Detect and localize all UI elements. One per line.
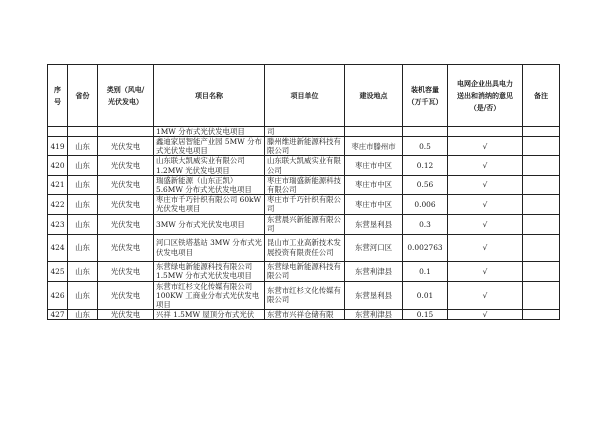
cell-seq: 424 [48,234,68,261]
cell-empty [523,127,560,137]
cell-province: 山东 [68,261,98,281]
cell-opinion: √ [448,234,523,261]
cell-project-unit: 枣庄市千巧针织有限公司 [265,195,345,214]
cell-location: 东营垦利县 [345,214,403,234]
table-row [48,137,560,156]
cell-project-unit: 山东联大凯威实业有限公司 [265,156,345,175]
cell-seq: 422 [48,195,68,214]
cell-project-name: 山东联大凯威实业有限公司 1.2MW 光伏发电项目 [154,156,265,175]
cell-province: 山东 [68,214,98,234]
cell-category: 光伏发电 [98,214,154,234]
header-capacity: 装机容量 （万千瓦） [403,65,448,127]
cell-opinion: √ [448,214,523,234]
cell-remark [523,234,560,261]
table-row [48,261,560,281]
cell-category: 光伏发电 [98,281,154,310]
cell-location: 枣庄市滕州市 [345,137,403,156]
cell-seq: 426 [48,281,68,310]
cell-opinion: √ [448,137,523,156]
cell-seq: 427 [48,310,68,320]
cell-project-unit: 昆山市工业高新技术发展投资有限责任公司 [265,234,345,261]
cell-capacity: 0.15 [403,310,448,320]
cell-remark [523,156,560,175]
cell-project-name: 兴祥 1.5MW 屋顶分布式光伏 [154,310,265,320]
cell-project-unit: 滕州维进新能源科技有限公司 [265,137,345,156]
cell-category: 光伏发电 [98,234,154,261]
cell-category: 光伏发电 [98,175,154,194]
cell-project-unit: 司 [265,127,345,137]
cell-location: 东营利津县 [345,261,403,281]
cell-remark [523,281,560,310]
cell-capacity: 0.1 [403,261,448,281]
cell-project-name: 东营绿电新能源科技有限公司 1.5MW 分布式光伏发电项目 [154,261,265,281]
cell-project-name: 瑞盛新能源（山东正凯）5.6MW 分布式光伏发电项目 [154,175,265,194]
cell-capacity: 0.56 [403,175,448,194]
cell-seq: 419 [48,137,68,156]
header-project-name: 项目名称 [154,65,265,127]
cell-province: 山东 [68,281,98,310]
cell-seq: 423 [48,214,68,234]
cell-location: 枣庄市中区 [345,195,403,214]
cell-remark [523,310,560,320]
cell-project-name: 鑫迪家居智能产业园 5MW 分布式光伏发电项目 [154,137,265,156]
cell-project-name: 东营市红杉文化传媒有限公司 100KW 工商业分布式光伏发电项目 [154,281,265,310]
cell-project-name: 河口区铁塔基站 3MW 分布式光伏发电项目 [154,234,265,261]
cell-project-name: 枣庄市千巧针织有限公司 60kW 光伏发电项目 [154,195,265,214]
cell-opinion: √ [448,175,523,194]
cell-capacity: 0.006 [403,195,448,214]
table-row [48,310,560,320]
cell-empty [448,127,523,137]
cell-remark [523,261,560,281]
cell-capacity: 0.3 [403,214,448,234]
cell-empty [403,127,448,137]
cell-seq: 421 [48,175,68,194]
cell-province: 山东 [68,310,98,320]
cell-category: 光伏发电 [98,137,154,156]
cell-project-unit: 东营绿电新能源科技有限公司 [265,261,345,281]
cell-province: 山东 [68,175,98,194]
header-location: 建设地点 [345,65,403,127]
header-seq: 序 号 [48,65,68,127]
cell-location: 枣庄市中区 [345,156,403,175]
table-row [48,281,560,310]
cell-empty [345,127,403,137]
cell-opinion: √ [448,195,523,214]
cell-project-unit: 枣庄市瑞盛新能源科技有限公司 [265,175,345,194]
table-row [48,214,560,234]
cell-remark [523,175,560,194]
continuation-row [48,127,560,137]
cell-capacity: 0.01 [403,281,448,310]
cell-capacity: 0.12 [403,156,448,175]
cell-location: 东营河口区 [345,234,403,261]
cell-project-unit: 东营市红杉文化传媒有限公司 [265,281,345,310]
cell-empty [68,127,98,137]
table-row [48,234,560,261]
cell-project-unit: 东营晨兴新能源有限公司 [265,214,345,234]
cell-project-name: 1MW 分布式光伏发电项目 [154,127,265,137]
table-row [48,156,560,175]
cell-empty [48,127,68,137]
cell-opinion: √ [448,310,523,320]
cell-opinion: √ [448,261,523,281]
cell-province: 山东 [68,195,98,214]
header-province: 省份 [68,65,98,127]
cell-seq: 425 [48,261,68,281]
cell-empty [98,127,154,137]
cell-capacity: 0.5 [403,137,448,156]
table-header-row [48,65,560,127]
cell-province: 山东 [68,156,98,175]
cell-province: 山东 [68,234,98,261]
cell-category: 光伏发电 [98,310,154,320]
cell-location: 枣庄市中区 [345,175,403,194]
header-remark: 备注 [523,65,560,127]
cell-location: 东营垦利县 [345,281,403,310]
cell-category: 光伏发电 [98,195,154,214]
cell-capacity: 0.002763 [403,234,448,261]
cell-opinion: √ [448,281,523,310]
cell-category: 光伏发电 [98,261,154,281]
header-opinion: 电网企业出具电力 送出和消纳的意见 （是/否） [448,65,523,127]
cell-remark [523,214,560,234]
cell-province: 山东 [68,137,98,156]
table-row [48,195,560,214]
cell-category: 光伏发电 [98,156,154,175]
cell-project-name: 3MW 分布式光伏发电项目 [154,214,265,234]
project-table [47,64,560,320]
cell-seq: 420 [48,156,68,175]
table-row [48,175,560,194]
cell-remark [523,195,560,214]
cell-project-unit: 东营市兴祥仓储有限 [265,310,345,320]
cell-remark [523,137,560,156]
header-project-unit: 项目单位 [265,65,345,127]
cell-opinion: √ [448,156,523,175]
cell-location: 东营利津县 [345,310,403,320]
header-category: 类别（风电/ 光伏发电） [98,65,154,127]
